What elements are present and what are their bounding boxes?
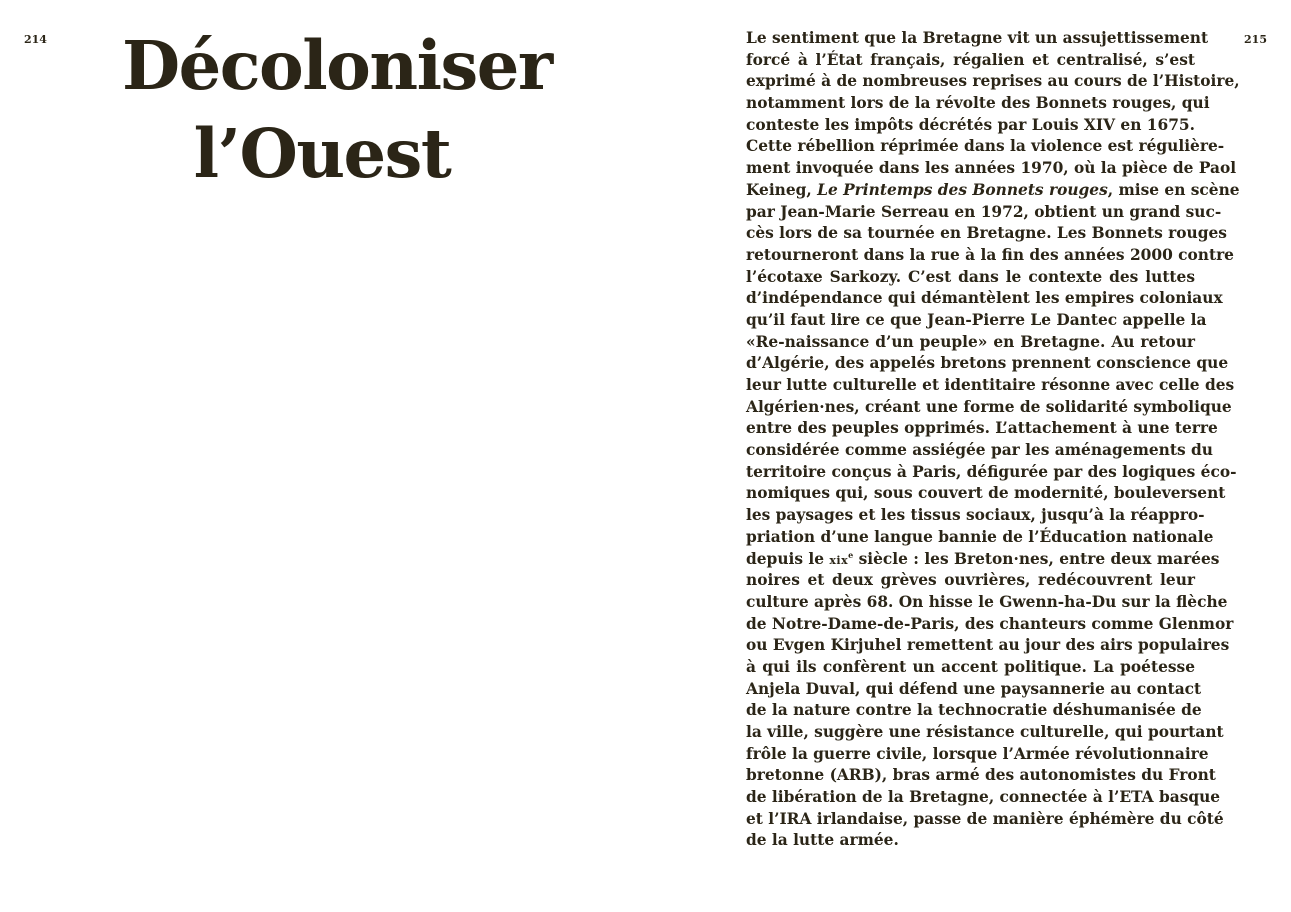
text-line: ment invoquée dans les années 1970, où la pièce de Paol (746, 159, 1237, 178)
text-line-with-italic (746, 180, 1240, 202)
text-line: leur lutte culturelle et identitaire résonne avec celle des (746, 376, 1235, 394)
chapter-title (122, 22, 552, 198)
text-line: par Jean-Marie Serreau en 1972, obtient un grand suc- (746, 202, 1222, 221)
text-line: nomiques qui, sous couvert de modernité, bouleversent (746, 484, 1226, 503)
text-line: de libération de la Bretagne, connectée à l’ETA basque (746, 788, 1221, 807)
text-line: notamment lors de la révolte des Bonnets rouges, qui (746, 94, 1210, 113)
text-fragment: , mise en scène (1107, 180, 1240, 199)
text-line: bretonne (ARB), bras armé des autonomistes du Front (746, 766, 1216, 785)
text-line: considérée comme assiégée par les aménagements du (746, 441, 1213, 460)
text-line: de Notre-Dame-de-Paris, des chanteurs comme Glenmor (746, 614, 1234, 633)
text-line: Le sentiment que la Bretagne vit un assujettissement (746, 29, 1209, 47)
text-line: Anjela Duval, qui défend une paysannerie au contact (746, 679, 1202, 698)
text-fragment: Keineg, (746, 180, 818, 199)
text-line: retourneront dans la rue à la fin des années 2000 contre (746, 245, 1234, 264)
text-line-last: de la lutte armée. (746, 831, 899, 850)
text-line: d’indépendance qui démantèlent les empires coloniaux (746, 289, 1223, 308)
text-line: Algérien·nes, créant une forme de solidarité symbolique (746, 397, 1232, 416)
page-number-left: 214 (24, 33, 47, 46)
text-line: d’Algérie, des appelés bretons prennent conscience que (746, 354, 1229, 373)
text-line: cès lors de sa tournée en Bretagne. Les Bonnets rouges (746, 224, 1227, 243)
title-line-2: l’Ouest (193, 114, 451, 193)
text-line: territoire conçus à Paris, défigurée par des logiques éco- (746, 462, 1237, 481)
title-line-1: Décoloniser (122, 26, 552, 105)
text-line: à qui ils confèrent un accent politique. La poétesse (746, 657, 1195, 676)
text-line: priation d’une langue bannie de l’Éducation nationale (746, 527, 1214, 546)
text-line: qu’il faut lire ce que Jean-Pierre Le Dantec appelle la (746, 310, 1207, 329)
text-line: conteste les impôts décrétés par Louis XIV en 1675. (746, 115, 1195, 134)
play-title-italic: Le Printemps des Bonnets rouges (817, 180, 1108, 199)
century-smallcaps: xix (829, 553, 849, 567)
body-paragraph (746, 28, 1240, 852)
text-line: exprimé à de nombreuses reprises au cours de l’Histoire, (746, 72, 1240, 91)
text-line: forcé à l’État français, régalien et centralisé, s’est (746, 50, 1195, 69)
text-line-with-century (746, 549, 1220, 571)
text-line: ou Evgen Kirjuhel remettent au jour des airs populaires (746, 636, 1230, 655)
century-superscript: e (848, 549, 854, 560)
text-line: la ville, suggère une résistance culturelle, qui pourtant (746, 723, 1224, 741)
text-line: et l’IRA irlandaise, passe de manière éphémère du côté (746, 809, 1224, 828)
text-line: les paysages et les tissus sociaux, jusqu’à la réappro- (746, 506, 1205, 525)
page-number-right: 215 (1244, 33, 1267, 46)
text-line: frôle la guerre civile, lorsque l’Armée révolutionnaire (746, 744, 1209, 763)
text-fragment: siècle : les Breton·nes, entre deux marées (853, 549, 1220, 568)
text-line: entre des peuples opprimés. L’attachement à une terre (746, 419, 1218, 438)
text-line: culture après 68. On hisse le Gwenn-ha-Du sur la flèche (746, 592, 1228, 611)
text-line: noires et deux grèves ouvrières, redécouvrent leur (746, 571, 1195, 590)
text-line: de la nature contre la technocratie déshumanisée de (746, 701, 1202, 720)
text-fragment: depuis le (746, 549, 830, 568)
text-line: Cette rébellion réprimée dans la violence est régulière- (746, 137, 1225, 156)
text-line: l’écotaxe Sarkozy. C’est dans le contexte des luttes (746, 267, 1195, 286)
text-line: «Re-naissance d’un peuple» en Bretagne. Au retour (746, 332, 1195, 351)
